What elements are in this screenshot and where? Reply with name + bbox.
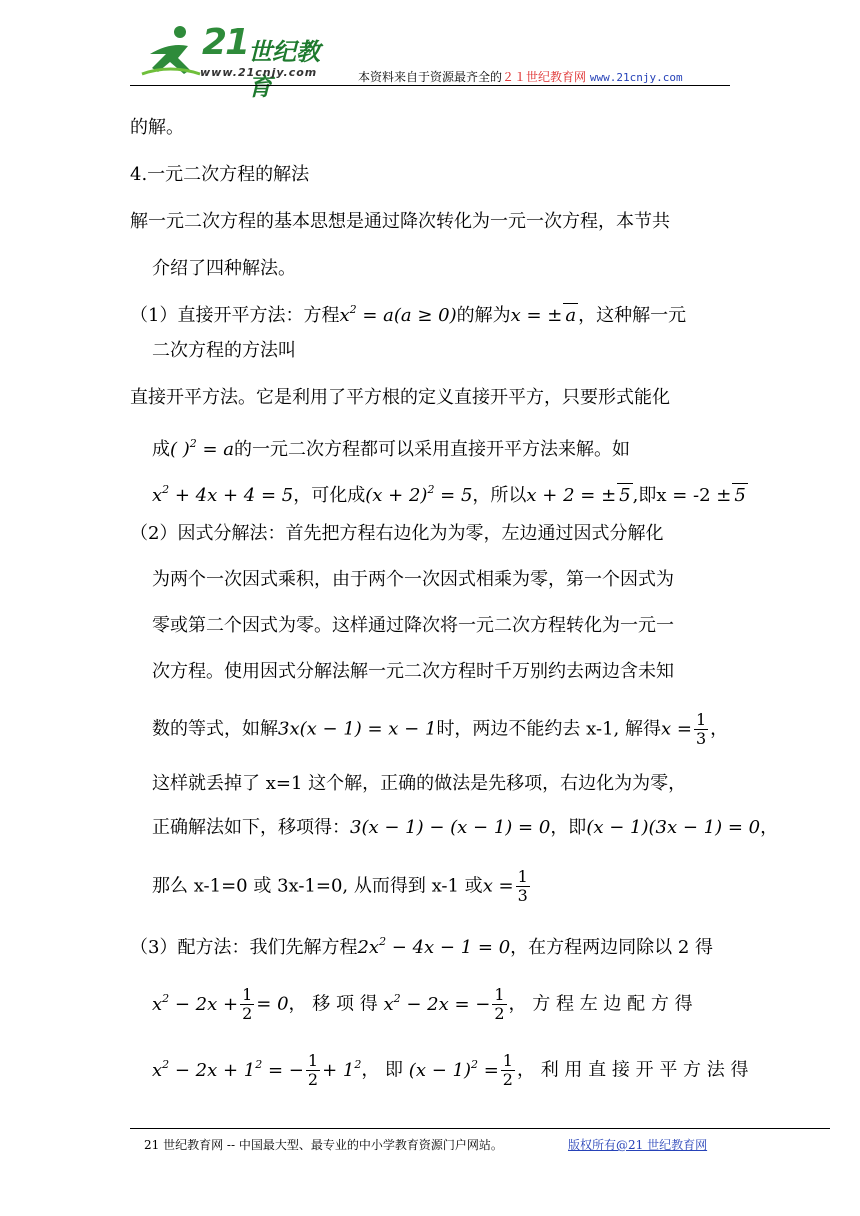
header-divider <box>130 85 730 86</box>
text-line: 这样就丢掉了 x=1 这个解，正确的做法是先移项，右边化为为零， <box>152 773 687 794</box>
text-line: 数的等式，如解3x(x − 1) = x − 1时，两边不能约去 x-1, 解得x = $\frac{1}{3}$ ， <box>152 710 729 748</box>
math-formula: ( )$^2$ = a <box>170 437 235 460</box>
text-span: ， 即 <box>361 1059 404 1081</box>
text-span: 的一元二次方程都可以采用直接开平方法来解。如 <box>234 439 631 460</box>
copyright-link[interactable]: 版权所有@21 世纪教育网 <box>568 1138 708 1152</box>
math-formula: 3x(x − 1) = x − 1 <box>278 718 437 740</box>
text-line <box>152 986 693 1023</box>
text-line <box>152 1052 748 1089</box>
math-formula: $(x - 1)^2$ = <box>408 1057 499 1081</box>
fraction: $\frac{1}{2}$ <box>502 1051 513 1089</box>
runner-logo-icon <box>140 24 204 76</box>
fraction: $\frac{1}{2}$ <box>242 985 253 1023</box>
text-span: 数的等式，如解 <box>152 718 278 740</box>
math-formula: (x − 1)(3x − 1) = 0 <box>586 817 761 838</box>
fraction: $\frac{1}{3}$ <box>517 867 528 905</box>
math-formula: $x^2 - 2x$ + <box>152 991 239 1015</box>
text-line: 二次方程的方法叫 <box>152 340 296 361</box>
text-line: 正确解法如下，移项得：3(x − 1) − (x − 1) = 0，即(x − 1)(3x − 1) = 0， <box>152 817 779 838</box>
text-line <box>152 432 630 462</box>
math-formula: $x^2 + 4x + 4 = 5$ <box>152 483 294 506</box>
page-header <box>130 22 730 101</box>
text-line: 次方程。使用因式分解法解一元二次方程时千万别约去两边含未知 <box>152 661 674 682</box>
header-tagline <box>358 68 683 85</box>
text-span: 的解为 <box>456 305 511 326</box>
text-span: ，即 <box>550 817 587 838</box>
text-span: ，可化成 <box>293 485 366 506</box>
text-line: 的解。 <box>130 117 184 138</box>
math-formula: x = <box>660 718 692 740</box>
text-span: （3）配方法：我们先解方程 <box>130 937 358 958</box>
fraction: $\frac{1}{3}$ <box>695 710 707 748</box>
text-line <box>130 298 686 328</box>
math-formula: $(x + 2)^2 = 5$ <box>365 483 473 506</box>
text-span: ， 方 程 左 边 配 方 得 <box>508 993 693 1015</box>
text-span: ，这种解一元 <box>578 305 687 326</box>
text-span: （1）直接开平方法：方程 <box>130 305 340 326</box>
text-span: 成 <box>152 439 170 460</box>
text-line: 为两个一次因式乘积，由于两个一次因式相乘为零，第一个因式为 <box>152 569 674 590</box>
math-formula: $x^2 - 2x + 1^2$ = − <box>152 1057 304 1081</box>
text-span: ，在方程两边同除以 2 得 <box>510 937 714 958</box>
text-line <box>130 930 713 960</box>
math-formula: = 0 <box>256 993 289 1015</box>
logo-number: 21 <box>202 22 249 63</box>
site-logo[interactable] <box>140 22 340 101</box>
text-span: ,即x = -2 ± <box>632 485 732 506</box>
text-span: 那么 x-1=0 或 3x-1=0, 从而得到 x-1 或 <box>152 875 483 897</box>
header-link[interactable]: www.21cnjy.com <box>589 71 683 84</box>
text-line: 介绍了四种解法。 <box>152 258 296 279</box>
fraction: $\frac{1}{2}$ <box>494 985 505 1023</box>
text-span: ，所以 <box>472 485 527 506</box>
math-formula: $2x^2 - 4x - 1 = 0$ <box>357 935 511 958</box>
text-line <box>152 478 748 508</box>
text-line: （2）因式分解法：首先把方程右边化为为零，左边通过因式分解化 <box>130 523 664 544</box>
text-span: 正确解法如下，移项得： <box>152 817 350 838</box>
text-line: 零或第二个因式为零。这样通过降次将一元二次方程转化为一元一 <box>152 615 674 636</box>
text-span: ， 利 用 直 接 开 平 方 法 得 <box>516 1059 749 1081</box>
math-formula: 5 <box>734 485 746 506</box>
text-span: ， 移 项 得 <box>288 993 378 1015</box>
math-formula: x = ± a <box>510 305 577 326</box>
math-formula: x + 2 = ± 5 <box>526 485 631 506</box>
tagline-site-name: ２１世纪教育网 <box>502 70 587 84</box>
math-formula: + $1^2$ <box>322 1057 362 1081</box>
fraction: $\frac{1}{2}$ <box>307 1051 319 1089</box>
math-formula: x = <box>482 875 514 897</box>
logo-chinese: 世纪教育 <box>248 38 320 101</box>
tagline-prefix: 本资料来自于资源最齐全的 <box>358 70 503 84</box>
math-formula: 3(x − 1) − (x − 1) = 0 <box>350 817 551 838</box>
math-formula: $x^2 = a(a \ge 0)$ <box>339 303 457 326</box>
math-formula: $x^2 - 2x$ = − <box>383 991 491 1015</box>
section-heading: 4.一元二次方程的解法 <box>130 164 310 185</box>
logo-url: www.21cnjy.com <box>200 66 318 79</box>
text-line: 直接开平方法。它是利用了平方根的定义直接开平方，只要形式能化 <box>130 387 670 408</box>
footer-divider <box>130 1128 830 1129</box>
text-line: 解一元二次方程的基本思想是通过降次转化为一元一次方程，本节共 <box>130 211 670 232</box>
footer-text: 21 世纪教育网 -- 中国最大型、最专业的中小学教育资源门户网站。 <box>144 1138 503 1152</box>
text-line <box>152 868 532 905</box>
text-span: 时，两边不能约去 x-1, 解得 <box>436 718 661 740</box>
